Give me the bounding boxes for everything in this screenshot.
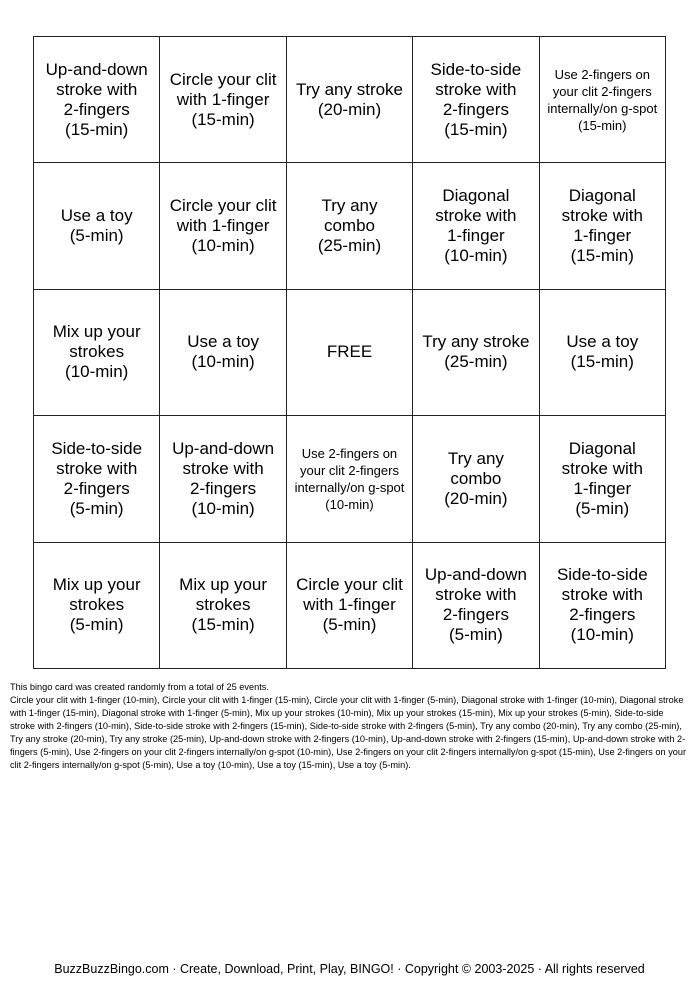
bingo-cell: Circle your clit with 1-finger (5-min) <box>287 543 413 669</box>
bingo-cell: Try any stroke (25-min) <box>413 290 539 416</box>
card-info-events: Circle your clit with 1-finger (10-min), Circle your clit with 1-finger (15-min), Circle your clit with 1-finger (5-min), Diagonal stroke with 1-finger (10-min), Diagonal stroke with 1-finger (15-min), Diagonal stroke with 1-finger (5-min), Mix up your strokes (10-min), Mix up your strokes (15-min), Mix up your strokes (5-min), Side-to-side stroke with 2-fingers (10-min), Side-to-side stroke with 2-fingers (15-min), Side-to-side stroke with 2-fingers (5-min), Try any combo (20-min), Try any combo (25-min), Try any stroke (20-min), Try any stroke (25-min), Up-and-down stroke with 2-fingers (10-min), Up-and-down stroke with 2-fingers (15-min), Up-and-down stroke with 2-fingers (5-min), Use 2-fingers on your clit 2-fingers internally/on g-spot (10-min), Use 2-fingers on your clit 2-fingers internally/on g-spot (15-min), Use 2-fingers on your clit 2-fingers internally/on g-spot (5-min), Use a toy (10-min), Use a toy (15-min), Use a toy (5-min). <box>10 695 687 770</box>
bingo-cell: Use a toy (15-min) <box>540 290 666 416</box>
bingo-cell: Mix up your strokes (10-min) <box>34 290 160 416</box>
site-footer: BuzzBuzzBingo.com · Create, Download, Print, Play, BINGO! · Copyright © 2003-2025 · All rights reserved <box>54 962 645 976</box>
bingo-cell: Side-to-side stroke with 2-fingers (15-min) <box>413 37 539 163</box>
bingo-card <box>33 36 666 669</box>
bingo-cell: Up-and-down stroke with 2-fingers (10-min) <box>160 416 286 542</box>
bingo-cell: Circle your clit with 1-finger (15-min) <box>160 37 286 163</box>
bingo-cell: Side-to-side stroke with 2-fingers (10-min) <box>540 543 666 669</box>
bingo-cell: Try any combo (20-min) <box>413 416 539 542</box>
bingo-cell: Use 2-fingers on your clit 2-fingers internally/on g-spot (15-min) <box>540 37 666 163</box>
bingo-cell: Use 2-fingers on your clit 2-fingers internally/on g-spot (10-min) <box>287 416 413 542</box>
bingo-cell: Diagonal stroke with 1-finger (10-min) <box>413 163 539 289</box>
bingo-cell: Mix up your strokes (5-min) <box>34 543 160 669</box>
bingo-cell: Use a toy (5-min) <box>34 163 160 289</box>
bingo-free-cell: FREE <box>287 290 413 416</box>
bingo-cell: Try any stroke (20-min) <box>287 37 413 163</box>
bingo-cell: Up-and-down stroke with 2-fingers (5-min) <box>413 543 539 669</box>
card-info <box>10 681 690 772</box>
bingo-cell: Side-to-side stroke with 2-fingers (5-min) <box>34 416 160 542</box>
card-info-intro: This bingo card was created randomly from a total of 25 events. <box>10 682 269 692</box>
bingo-cell: Mix up your strokes (15-min) <box>160 543 286 669</box>
bingo-cell: Up-and-down stroke with 2-fingers (15-min) <box>34 37 160 163</box>
bingo-cell: Circle your clit with 1-finger (10-min) <box>160 163 286 289</box>
bingo-cell: Diagonal stroke with 1-finger (15-min) <box>540 163 666 289</box>
bingo-cell: Try any combo (25-min) <box>287 163 413 289</box>
bingo-cell: Use a toy (10-min) <box>160 290 286 416</box>
bingo-cell: Diagonal stroke with 1-finger (5-min) <box>540 416 666 542</box>
